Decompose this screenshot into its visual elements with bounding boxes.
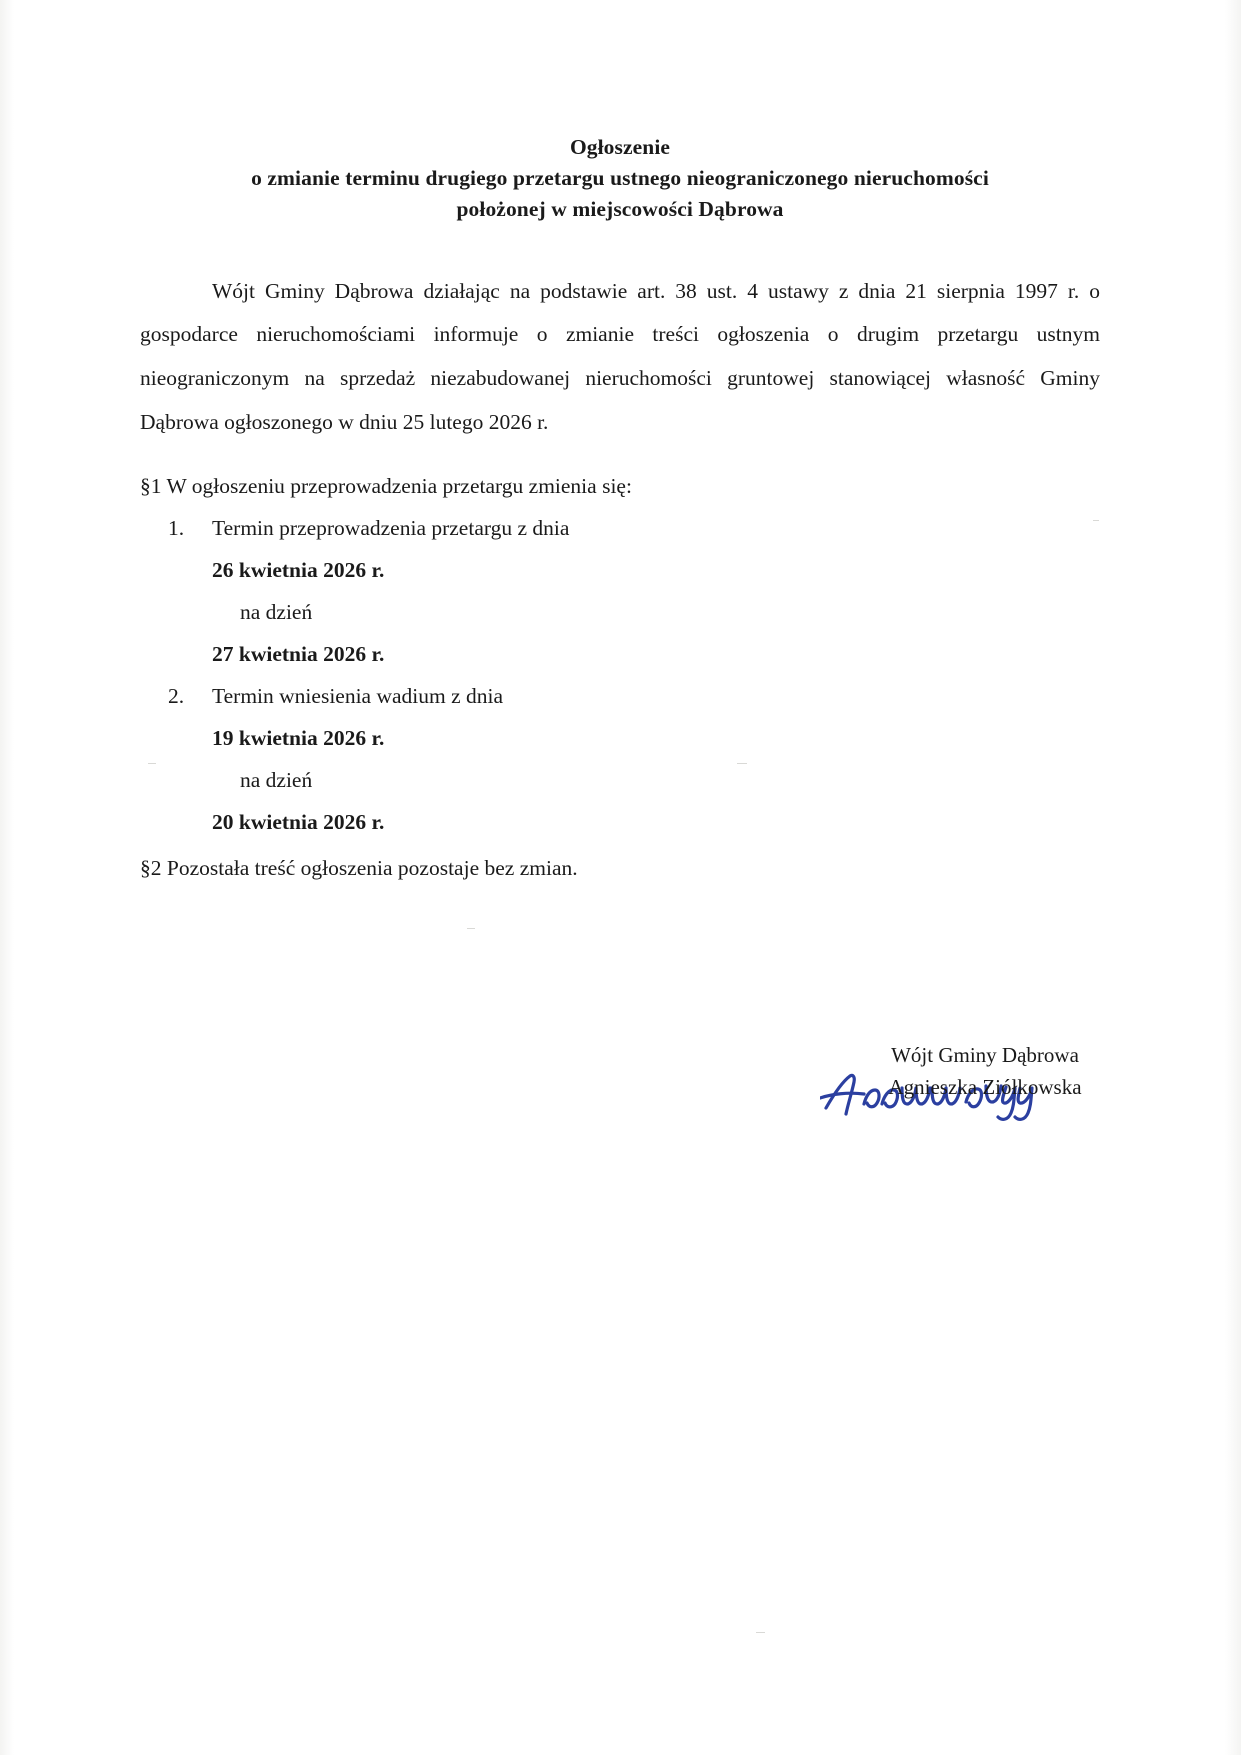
list-item-text: Termin przeprowadzenia przetargu z dnia xyxy=(212,516,570,541)
signature-name: Agnieszka Ziółkowska xyxy=(888,1074,1082,1099)
list-item-number: 1. xyxy=(168,516,185,541)
clause-2-text: §2 Pozostała treść ogłoszenia pozostaje bez zmian. xyxy=(140,855,578,880)
document-title xyxy=(140,132,1100,226)
list-item xyxy=(140,508,1100,550)
amendment-list-2 xyxy=(140,676,1100,718)
scan-artifact xyxy=(467,928,475,929)
list-item-text: Termin wniesienia wadium z dnia xyxy=(212,684,504,709)
item-2-connector: na dzień xyxy=(240,767,313,792)
scan-artifact xyxy=(756,1632,765,1633)
intro-paragraph: Wójt Gminy Dąbrowa działając na podstawie art. 38 ust. 4 ustawy z dnia 21 sierpnia 1997 r. o gospodarce nieruchomościami informuje o zmianie treści ogłoszenia o drugim przetargu ustnym nieograniczonym na sprzedaż niezabudowanej nieruchomości gruntowej stanowiącej własność Gminy Dąbrowa ogłoszonego w dniu 25 lutego 2026 r. xyxy=(140,278,1100,435)
document-body xyxy=(140,132,1100,890)
signature-block xyxy=(835,1040,1135,1103)
item-2-date-to: 20 kwietnia 2026 r. xyxy=(212,809,385,834)
title-line-2: o zmianie terminu drugiego przetargu ustnego nieograniczonego nieruchomości xyxy=(251,166,989,191)
page-edge-shadow-left xyxy=(0,0,14,1755)
list-item xyxy=(140,676,1100,718)
item-1-connector: na dzień xyxy=(240,600,313,625)
item-2-date-from: 19 kwietnia 2026 r. xyxy=(212,725,385,750)
item-1-date-to: 27 kwietnia 2026 r. xyxy=(212,642,385,667)
signature-role: Wójt Gminy Dąbrowa xyxy=(891,1043,1079,1067)
amendment-list xyxy=(140,508,1100,550)
item-1-date-from: 26 kwietnia 2026 r. xyxy=(212,558,385,583)
clause-1-heading: §1 W ogłoszeniu przeprowadzenia przetargu zmienia się: xyxy=(140,474,632,499)
page-edge-shadow-right xyxy=(1225,0,1241,1755)
title-line-3: położonej w miejscowości Dąbrowa xyxy=(456,197,784,222)
list-item-number: 2. xyxy=(168,684,185,709)
title-line-1: Ogłoszenie xyxy=(569,135,671,159)
